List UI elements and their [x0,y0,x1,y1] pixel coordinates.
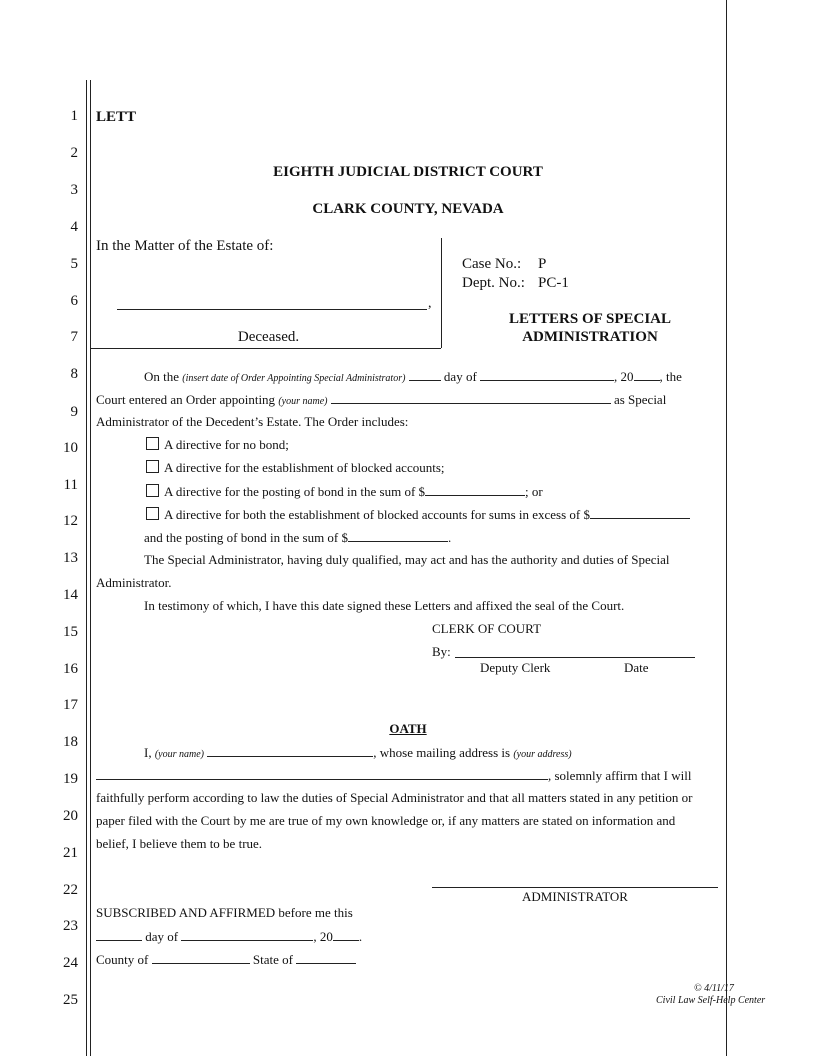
decedent-name-line[interactable] [117,309,427,310]
excess-sum-field[interactable] [590,506,690,519]
testimony-text: In testimony of which, I have this date signed these Letters and affixed the seal of the Court. [144,598,625,613]
blocked-accounts-checkbox[interactable] [146,460,159,473]
county-of-text: County of [96,952,149,967]
oath-your-name-hint: (your name) [154,749,204,760]
administrator-signature-line[interactable] [432,887,718,888]
day-of-text: day of [443,369,477,384]
line-number: 6 [70,293,78,309]
line-number: 10 [63,440,78,456]
year-prefix-text: , 20 [614,369,634,384]
dept-no-label: Dept. No.: [462,275,525,291]
line-number: 2 [70,145,78,161]
line-number: 20 [63,808,78,824]
administrator-label: ADMINISTRATOR [522,889,628,904]
date-label: Date [624,660,649,675]
posting-bond-period: . [448,530,452,545]
oath-name-line [144,744,572,761]
line-number: 19 [63,771,78,787]
state-of-text: State of [252,952,293,967]
directive-both [146,506,690,523]
oath-text-line2: faithfully perform according to law the duties of Special Administrator and that all matters stated in any petition or [96,790,693,805]
directive-bond-sum [146,483,543,500]
bond-sum-field[interactable] [425,483,525,496]
state-field[interactable] [296,951,356,964]
county-state-line [96,951,356,968]
oath-address-line [96,767,691,784]
document-title-line2: ADMINISTRATION [522,329,658,345]
caption-bottom-rule [91,348,441,349]
directive-both-label: A directive for both the establishment of blocked accounts for sums in excess of $ [164,507,591,522]
oath-name-field[interactable] [207,744,373,757]
subscribed-day-field[interactable] [96,928,142,941]
your-name-hint: (your name) [278,396,328,407]
oath-address-field[interactable] [96,767,548,780]
special-admin-text-1: The Special Administrator, having duly qualified, may act and has the authority and duties of Special [144,552,670,567]
oath-mailing-text: , whose mailing address is [373,745,511,760]
left-margin-rule-inner [90,80,91,1056]
oath-text-line4: belief, I believe them to be true. [96,836,263,851]
as-special-text: as Special [613,392,667,407]
court-name: EIGHTH JUDICIAL DISTRICT COURT [273,164,543,180]
line-number: 23 [63,918,78,934]
directive-bond-sum-label: A directive for the posting of bond in the sum of $ [164,484,426,499]
subscribed-year-field[interactable] [333,928,359,941]
line-number: 9 [70,404,78,420]
line-number: 18 [63,734,78,750]
court-entered-text: Court entered an Order appointing [96,392,276,407]
oath-text-line3: paper filed with the Court by me are true of my own knowledge or, if any matters are stated on information and [96,813,676,828]
decedent-name-comma: , [428,296,432,311]
directive-blocked-label: A directive for the establishment of blocked accounts; [164,460,445,475]
oath-i-text: I, [144,745,152,760]
line-number: 15 [63,624,78,640]
oath-solemnly-text: , solemnly affirm that I will [548,768,692,783]
line-number: 14 [63,587,78,603]
line-number: 12 [63,513,78,529]
right-margin-rule [726,0,727,1056]
line-number: 16 [63,661,78,677]
line-number: 24 [63,955,78,971]
line-number: 11 [63,477,78,493]
subscribed-day-of-text: day of [145,929,179,944]
appointee-name-field[interactable] [331,391,611,404]
court-county: CLARK COUNTY, NEVADA [312,201,504,217]
order-year-field[interactable] [634,368,660,381]
the-text: , the [659,369,682,384]
special-admin-text-2: Administrator. [96,575,172,590]
clerk-of-court-label: CLERK OF COURT [432,621,542,636]
form-code: LETT [96,109,137,125]
estate-matter-label: In the Matter of the Estate of: [96,238,274,254]
clerk-signature-line[interactable] [455,657,695,658]
deputy-clerk-label: Deputy Clerk [480,660,551,675]
line-number: 13 [63,550,78,566]
posting-bond-line [144,529,451,546]
line-number: 22 [63,882,78,898]
administrator-of-text: Administrator of the Decedent’s Estate. The Order includes: [96,414,409,429]
left-margin-rule-outer [86,80,87,1056]
line-number: 1 [70,108,78,124]
county-field[interactable] [152,951,250,964]
dept-no-value: PC-1 [538,275,569,291]
line-number: 5 [70,256,78,272]
subscribed-text: SUBSCRIBED AND AFFIRMED before me this [96,905,353,920]
or-text: ; or [525,484,543,499]
directive-blocked [146,460,445,476]
bond-sum-checkbox[interactable] [146,484,159,497]
document-title-line1: LETTERS OF SPECIAL [509,311,671,327]
oath-your-address-hint: (your address) [513,749,572,760]
deceased-label: Deceased. [237,329,300,345]
order-appointing-line [96,391,666,408]
directive-no-bond [146,437,289,453]
posting-bond-text: and the posting of bond in the sum of $ [144,530,349,545]
order-date-line [144,368,682,385]
line-number: 25 [63,992,78,1008]
on-the-text: On the [144,369,180,384]
line-number: 3 [70,182,78,198]
subscribed-date-line [96,928,362,945]
case-no-value: P [538,256,547,272]
oath-heading-text: OATH [389,721,427,736]
oath-heading [96,721,720,737]
no-bond-checkbox[interactable] [146,437,159,450]
footer-center-name: Civil Law Self-Help Center [656,995,766,1006]
subscribed-year-prefix: , 20 [313,929,333,944]
case-no-label: Case No.: [462,256,522,272]
by-label: By: [432,644,451,659]
line-number: 4 [70,219,78,235]
order-day-field[interactable] [409,368,441,381]
subscribed-month-field[interactable] [181,928,313,941]
caption-divider [441,238,442,348]
subscribed-period: . [358,929,363,944]
posting-bond-field[interactable] [348,529,448,542]
order-month-field[interactable] [480,368,614,381]
directive-no-bond-label: A directive for no bond; [164,437,289,452]
line-number: 17 [63,697,78,713]
line-number: 21 [63,845,78,861]
line-number: 7 [70,329,78,345]
line-number: 8 [70,366,78,382]
footer-copyright: © 4/11/17 [694,983,734,994]
insert-date-hint: (insert date of Order Appointing Special Administrator) [182,373,406,384]
both-directives-checkbox[interactable] [146,507,159,520]
